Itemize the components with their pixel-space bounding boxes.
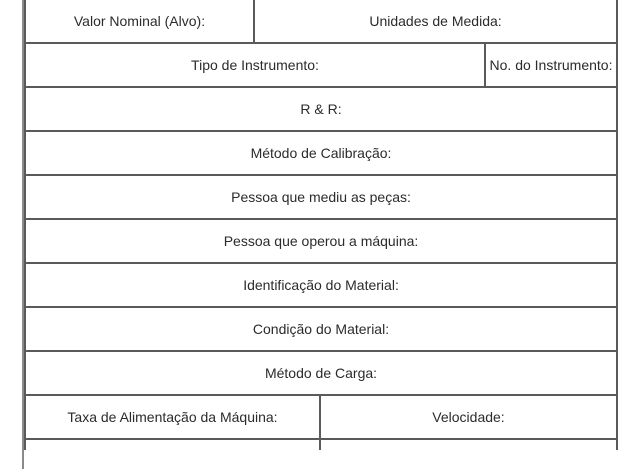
- measured-by-label: Pessoa que mediu as peças:: [231, 189, 411, 205]
- load-method-cell[interactable]: [25, 351, 617, 395]
- form-row: [25, 0, 617, 43]
- instrument-number-cell[interactable]: [485, 43, 617, 87]
- material-condition-cell[interactable]: [25, 307, 617, 351]
- speed-cell[interactable]: [320, 395, 617, 439]
- partial-cell-right[interactable]: [320, 439, 617, 450]
- instrument-type-cell[interactable]: [25, 43, 485, 87]
- form-row: [25, 307, 617, 351]
- form-row: [25, 219, 617, 263]
- operated-by-label: Pessoa que operou a máquina:: [223, 233, 419, 249]
- units-label: Unidades de Medida:: [369, 13, 502, 29]
- form-row: [25, 87, 617, 131]
- material-id-label: Identificação do Material:: [243, 277, 399, 293]
- instrument-number-label: No. do Instrumento:: [489, 57, 613, 73]
- form-row-partial: [25, 439, 617, 450]
- form-row: [25, 43, 617, 87]
- material-condition-label: Condição do Material:: [252, 321, 390, 337]
- units-cell[interactable]: [254, 0, 617, 43]
- calibration-method-label: Método de Calibração:: [250, 145, 392, 161]
- nominal-value-cell[interactable]: [25, 0, 254, 43]
- measured-by-cell[interactable]: [25, 175, 617, 219]
- material-id-cell[interactable]: [25, 263, 617, 307]
- rr-cell[interactable]: [25, 87, 617, 131]
- nominal-value-label: Valor Nominal (Alvo):: [73, 13, 206, 29]
- instrument-type-label: Tipo de Instrumento:: [191, 57, 319, 73]
- form-row: [25, 263, 617, 307]
- form-row: [25, 351, 617, 395]
- calibration-method-cell[interactable]: [25, 131, 617, 175]
- rr-label: R & R:: [300, 101, 342, 117]
- measurement-form-table: [24, 0, 618, 450]
- load-method-label: Método de Carga:: [264, 365, 378, 381]
- feed-rate-label: Taxa de Alimentação da Máquina:: [67, 409, 278, 425]
- form-row: [25, 175, 617, 219]
- feed-rate-cell[interactable]: [25, 395, 320, 439]
- partial-cell-left[interactable]: [25, 439, 320, 450]
- speed-label: Velocidade:: [432, 409, 505, 425]
- form-row: [25, 395, 617, 439]
- operated-by-cell[interactable]: [25, 219, 617, 263]
- form-row: [25, 131, 617, 175]
